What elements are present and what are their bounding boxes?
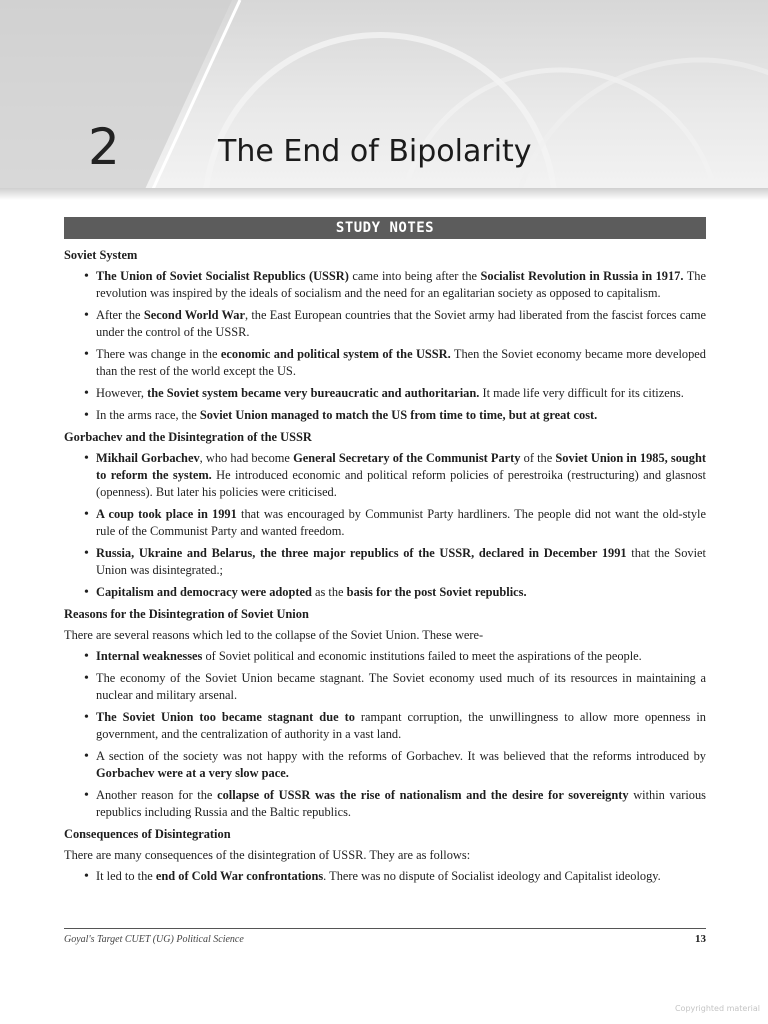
bullet-item [64, 385, 706, 402]
section-heading: Soviet System [64, 248, 138, 262]
text-run: However, [96, 386, 148, 400]
bold-text: Soviet Union managed to match the US from time to time, but at great cost. [199, 408, 598, 422]
text-run: as the [311, 585, 347, 599]
text-run: that was encouraged by Communist Party hardliners. The people did not want the old-style rule of the Communist Party and wanted freedom. [96, 507, 707, 538]
text-run: of the [520, 451, 556, 465]
bullet-item [64, 346, 706, 380]
text-run: within various republics including Russia and the Baltic republics. [96, 788, 706, 819]
text-run: that the Soviet Union was disintegrated.; [96, 546, 707, 577]
bold-text: General Secretary of the Communist Party [293, 451, 521, 465]
text-run: There was change in the [96, 347, 221, 361]
section-intro: There are several reasons which led to the collapse of the Soviet Union. These were- [64, 628, 484, 642]
text-run: After the [96, 308, 144, 322]
bullet-item [64, 709, 706, 743]
text-run: , the East European countries that the Soviet army had liberated from the fascist forces came under the control of the USSR. [96, 308, 706, 339]
bullet-item [64, 584, 706, 601]
text-run: A section of the society was not happy with the reforms of Gorbachev. It was believed that the reforms introduced by [96, 749, 706, 763]
chapter-number: 2 [88, 118, 120, 176]
bullet-list [64, 868, 706, 885]
text-run: came into being after the [348, 269, 481, 283]
bullet-list [64, 450, 706, 601]
bold-text: basis for the post Soviet republics. [346, 585, 527, 599]
bold-text: Internal weaknesses [96, 649, 203, 663]
footer-book-title: Goyal's Target CUET (UG) Political Science [64, 934, 244, 945]
bullet-list [64, 648, 706, 821]
study-notes-banner: STUDY NOTES [64, 217, 706, 239]
text-run: , who had become [199, 451, 294, 465]
bullet-item [64, 670, 706, 704]
bold-text: A coup took place in 1991 [96, 507, 237, 521]
bold-text: Second World War [143, 308, 245, 322]
chapter-header [0, 0, 768, 200]
bullet-item [64, 748, 706, 782]
bold-text: Mikhail Gorbachev [96, 451, 200, 465]
section-heading: Gorbachev and the Disintegration of the USSR [64, 430, 312, 444]
bold-text: Soviet Union in 1985, sought to reform the system. [96, 451, 707, 482]
bold-text: Socialist Revolution in Russia in 1917. [480, 269, 684, 283]
bold-text: economic and political system of the USSR. [220, 347, 451, 361]
bold-text: Capitalism and democracy were adopted [96, 585, 312, 599]
text-run: . There was no dispute of Socialist ideology and Capitalist ideology. [323, 869, 661, 883]
section-heading: Consequences of Disintegration [64, 827, 231, 841]
text-run: He introduced economic and political reform policies of perestroika (restructuring) and glasnost (openness). But later his policies were criticised. [96, 468, 706, 499]
bold-text: Russia, Ukraine and Belarus, the three major republics of the USSR, declared in December 1991 [96, 546, 627, 560]
bullet-item [64, 407, 706, 424]
bold-text: Gorbachev were at a very slow pace. [96, 766, 289, 780]
bullet-item [64, 545, 706, 579]
text-run: rampant corruption, the unwillingness to allow more openness in government, and the centralization of authority in a vast land. [96, 710, 706, 741]
text-run: Then the Soviet economy became more developed than the rest of the world except the US. [96, 347, 707, 378]
bold-text: the Soviet system became very bureaucratic and authoritarian. [147, 386, 480, 400]
bold-text: end of Cold War confrontations [155, 869, 324, 883]
text-run: The revolution was inspired by the ideals of socialism and the need for an egalitarian society as opposed to capitalism. [96, 269, 707, 300]
bullet-list [64, 268, 706, 424]
copyright-watermark: Copyrighted material [674, 1004, 760, 1013]
page-number: 13 [695, 933, 706, 945]
bullet-item [64, 506, 706, 540]
text-run: Another reason for the [96, 788, 218, 802]
section-heading: Reasons for the Disintegration of Soviet Union [64, 607, 309, 621]
bullet-item [64, 307, 706, 341]
bold-text: The Union of Soviet Socialist Republics (USSR) [96, 269, 349, 283]
bullet-item [64, 868, 706, 885]
text-run: In the arms race, the [96, 408, 200, 422]
bold-text: The Soviet Union too became stagnant due to [96, 710, 355, 724]
bold-text: collapse of USSR was the rise of nationalism and the desire for sovereignty [217, 788, 629, 802]
section-intro: There are many consequences of the disintegration of USSR. They are as follows: [64, 848, 471, 862]
text-run: of Soviet political and economic institutions failed to meet the aspirations of the people. [202, 649, 642, 663]
footer-divider [64, 928, 706, 929]
bullet-item [64, 787, 706, 821]
bullet-item [64, 648, 706, 665]
text-run: It made life very difficult for its citizens. [479, 386, 684, 400]
text-run: It led to the [96, 869, 156, 883]
bullet-item [64, 450, 706, 501]
study-notes-content [64, 244, 706, 890]
text-run: The economy of the Soviet Union became stagnant. The Soviet economy used much of its resources in maintaining a nuclear and military arsenal. [96, 671, 706, 702]
chapter-title: The End of Bipolarity [218, 134, 532, 169]
bullet-item [64, 268, 706, 302]
